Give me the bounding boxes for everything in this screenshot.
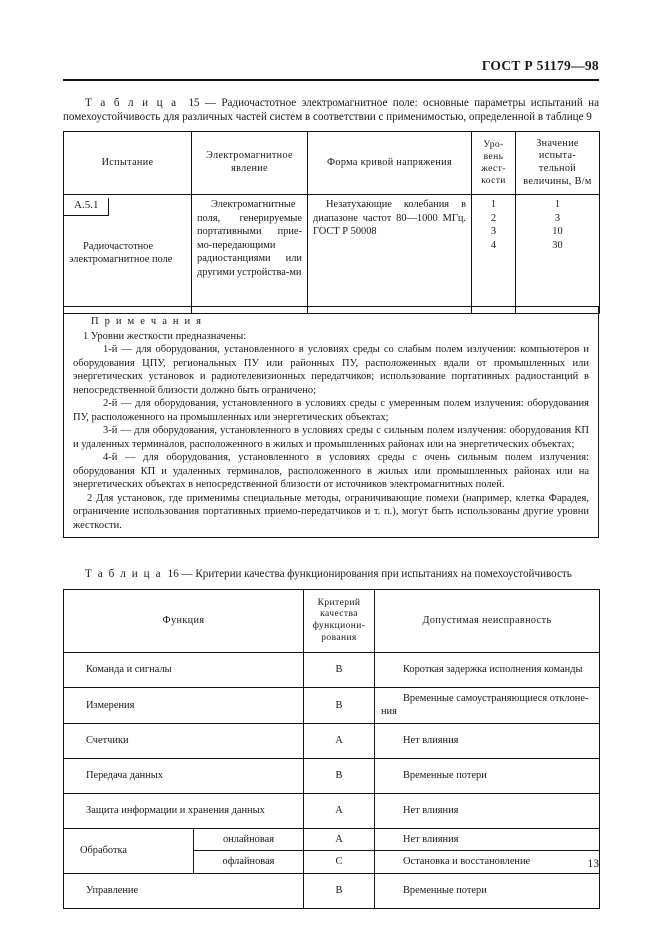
test-value: 10 — [552, 226, 563, 238]
table-15 — [63, 131, 600, 314]
test-code: A.5.1 — [64, 198, 109, 216]
quality-criterion: A — [304, 723, 375, 758]
function-name: Защита информации и хранения данных — [64, 793, 304, 828]
table-15-caption-number-sep — [178, 97, 189, 109]
function-name: Измерения — [64, 688, 304, 724]
severity-level: 1 — [490, 199, 497, 210]
severity-level: 3 — [490, 226, 497, 238]
table-15-header-row — [64, 132, 600, 195]
table-row — [64, 758, 600, 793]
severity-level: 4 — [490, 239, 497, 251]
permissible-fault: Нет влияния — [375, 828, 600, 850]
table-row — [64, 688, 600, 724]
phenomenon-text: Электромагнитные поля, генерируемые портативными прие-мо-передающими радиостанциями или другими устройства-ми — [197, 199, 302, 278]
table-16-header-row — [64, 590, 600, 653]
table-15-header-test: Испытание — [64, 132, 192, 195]
function-name: Управление — [64, 873, 304, 908]
quality-criterion: B — [304, 758, 375, 793]
notes-lead: 1 Уровни жесткости предназначены: — [83, 330, 247, 342]
table-16-caption — [63, 567, 599, 581]
notes-title: П р и м е ч а н и я — [91, 316, 203, 327]
table-15-cell-test — [64, 195, 192, 314]
severity-level: 2 — [490, 212, 497, 224]
function-group-name: Обработка — [64, 828, 194, 873]
table-16-caption-number: 16 — [167, 568, 179, 580]
table-15-caption-dash: — — [199, 97, 222, 109]
table-15-data-row — [64, 195, 600, 314]
table-15-caption-prefix: Т а б л и ц а — [85, 97, 178, 109]
table-15-cell-waveform — [308, 195, 472, 314]
function-name: Счетчики — [64, 723, 304, 758]
table-15-header-phenomenon: Электромагнитное явление — [192, 132, 308, 195]
permissible-fault: Временные потери — [375, 758, 600, 793]
test-name: Радиочастотное электромагнитное поле — [69, 241, 173, 266]
quality-criterion: B — [304, 653, 375, 688]
permissible-fault: Короткая задержка исполнения команды — [375, 653, 600, 688]
table-row — [64, 873, 600, 908]
table-row — [64, 723, 600, 758]
table-16-header-fault: Допустимая неисправность — [375, 590, 600, 653]
table-16-header-function: Функция — [64, 590, 304, 653]
standard-number-header: ГОСТ Р 51179—98 — [481, 58, 599, 73]
header-rule — [63, 79, 599, 81]
table-15-header-value: Значение испыта-тельной величины, В/м — [516, 132, 600, 195]
table-row — [64, 793, 600, 828]
permissible-fault: Нет влияния — [375, 793, 600, 828]
table-15-caption — [63, 96, 599, 124]
note-item-2: 2-й — для оборудования, установленного в условиях среды с умеренным полем излучения: оборудования ПУ, расположенного на промышленных или энергетических объектах; — [73, 398, 589, 423]
table-15-cell-phenomenon — [192, 195, 308, 314]
function-name: Передача данных — [64, 758, 304, 793]
test-value: 30 — [552, 239, 563, 251]
table-15-caption-text: Радиочастотное электромагнитное поле: основные параметры испытаний на помехоустойчивость для различных частей систем в соответствии с применимостью, определенной в таблице 9 — [63, 97, 600, 124]
quality-criterion: B — [304, 688, 375, 724]
page-number: 13 — [587, 858, 599, 870]
note-item-4: 4-й — для оборудования, установленного в условиях среды с очень сильным полем излучения: оборудования КП и удаленных терминалов, расположенного в жилых или промышленных районах или на энергетических объектах в непосредственной близости от источников электромагнитных полей. — [73, 452, 589, 490]
quality-criterion: A — [304, 793, 375, 828]
note-item-3: 3-й — для оборудования, установленного в условиях среды с сильным полем излучения: оборудования КП и удаленных терминалов, расположенного в жилых и промышленных районах или на энергетических объектах; — [73, 425, 589, 450]
table-15-header-waveform: Форма кривой напряжения — [308, 132, 472, 195]
table-row — [64, 653, 600, 688]
table-16-caption-dash: — — [178, 568, 196, 580]
table-15-cell-severity — [472, 195, 516, 314]
table-16-caption-text: Критерии качества функционирования при испытаниях на помехоустойчивость — [195, 568, 572, 580]
function-subtype: онлайновая — [194, 828, 304, 850]
table-15-cell-value — [516, 195, 600, 314]
note-paragraph-2: 2 Для установок, где применимы специальные методы, ограничивающие помехи (например, клетка Фарадея, ограничение использования портативных приемо-передатчиков и т. п.), могут быть использованы другие уровни жесткости. — [73, 492, 589, 531]
permissible-fault: Остановка и восстановление — [375, 851, 600, 873]
table-row-group — [64, 828, 600, 850]
waveform-text: Незатухающие колебания в диапазоне частот 80—1000 МГц. ГОСТ Р 50008 — [313, 199, 466, 238]
function-subtype: офлайновая — [194, 851, 304, 873]
notes-block — [63, 306, 599, 538]
test-value: 3 — [554, 212, 561, 224]
permissible-fault: Нет влияния — [375, 723, 600, 758]
test-code-box — [69, 198, 186, 224]
test-value: 1 — [554, 199, 561, 210]
quality-criterion: C — [304, 851, 375, 873]
permissible-fault: Временные потери — [375, 873, 600, 908]
quality-criterion: B — [304, 873, 375, 908]
table-15-header-severity: Уро-вень жест-кости — [472, 132, 516, 195]
quality-criterion: A — [304, 828, 375, 850]
table-15-caption-number: 15 — [188, 97, 200, 109]
function-name: Команда и сигналы — [64, 653, 304, 688]
note-item-1: 1-й — для оборудования, установленного в условиях среды со слабым полем излучения: компьютеров и оборудования ЦПУ, региональных ПУ или районных ПУ, расположенных вдали от промышленных или энергетических установок и радиотелевизионных передатчиков; использование портативных радиостанций в непосредственной близости должно быть ограничено; — [73, 344, 589, 396]
permissible-fault: Временные самоустраняющиеся отклоне-ния — [375, 688, 600, 724]
table-16-caption-prefix: Т а б л и ц а — [85, 568, 163, 580]
table-16-header-criterion: Критерий качества функциони-рования — [304, 590, 375, 653]
